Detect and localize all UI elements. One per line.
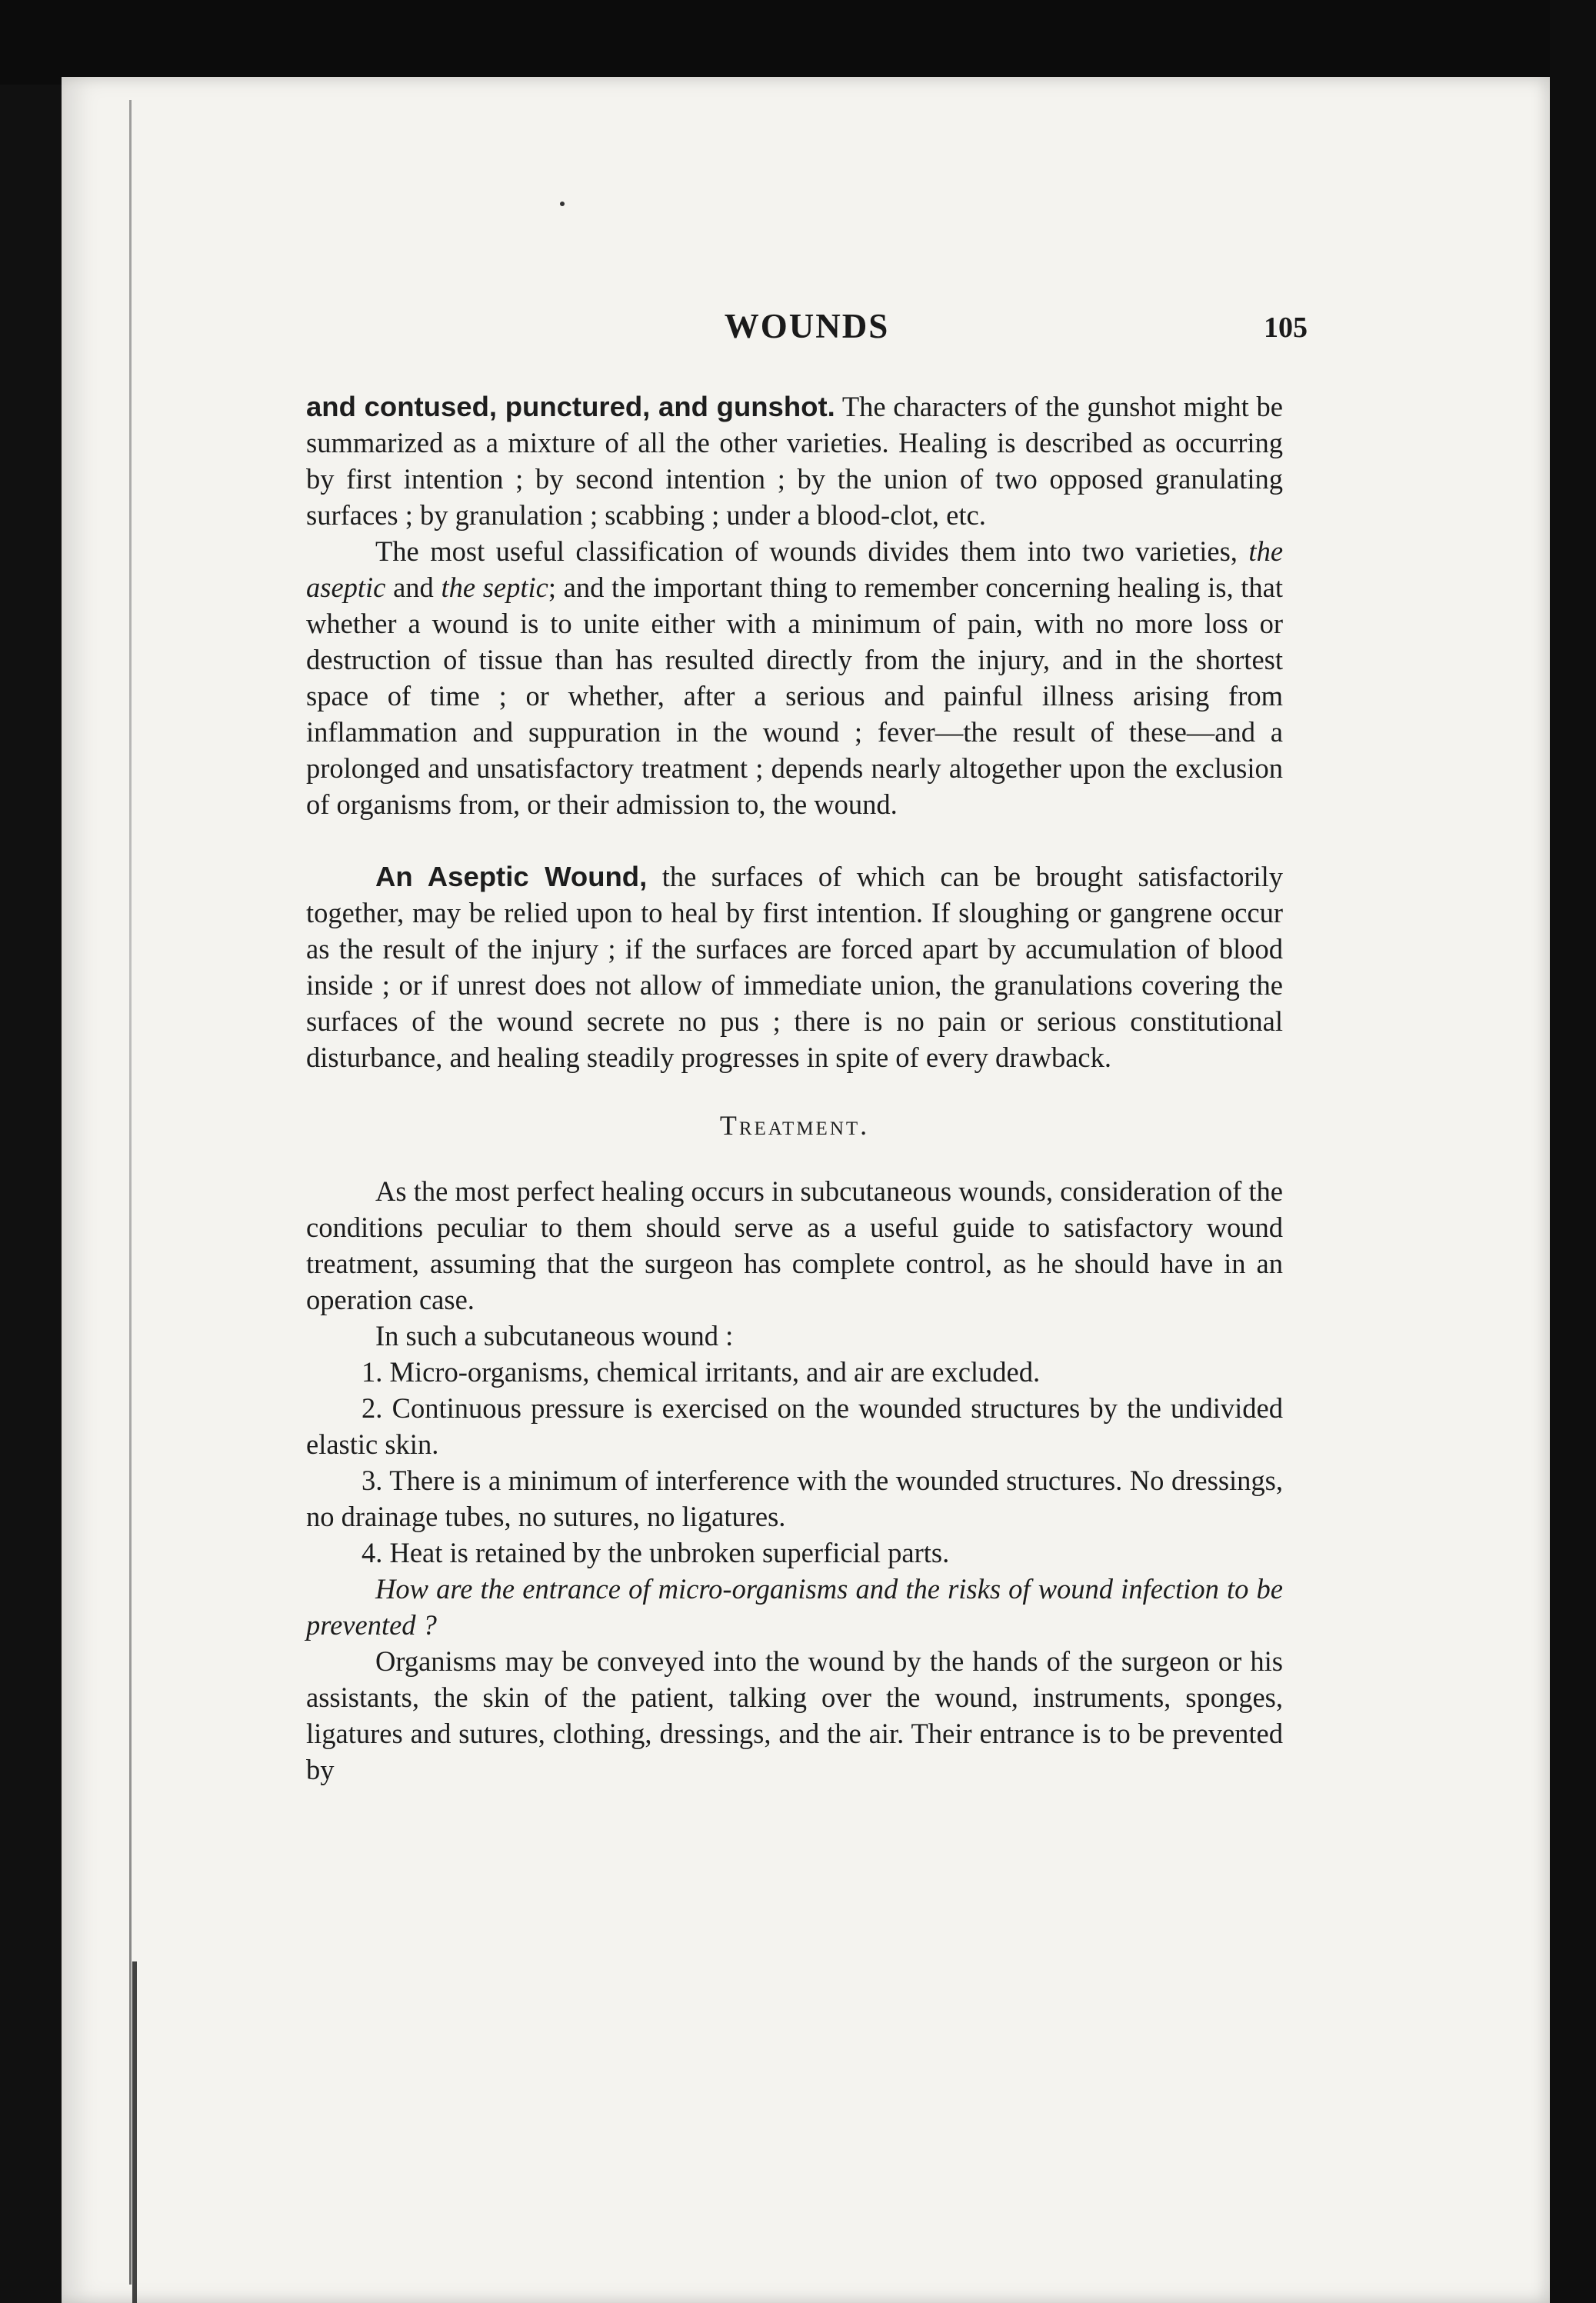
scan-border-top bbox=[0, 0, 1596, 85]
paragraph-5: In such a subcutaneous wound : bbox=[375, 1320, 734, 1351]
page-gutter-line bbox=[129, 100, 132, 2285]
page-number: 105 bbox=[1264, 312, 1308, 344]
body-text bbox=[306, 388, 1283, 1788]
section-heading: Treatment. bbox=[719, 1110, 870, 1141]
page-gutter-shadow bbox=[132, 1961, 137, 2303]
paragraph-2-start: The most useful classification of wounds divides them into two varieties, bbox=[375, 535, 1238, 567]
scan-border-right bbox=[1550, 0, 1596, 2303]
list-item: 3. There is a minimum of interference with the wounded structures. No dressings, no drainage tubes, no sutures, no ligatures. bbox=[306, 1465, 1283, 1532]
ink-speck bbox=[560, 202, 565, 206]
paragraph-3-text: the surfaces of which can be brought satisfactorily together, may be relied upon to heal by first intention. If sloughing or gangrene occur as the result of the injury ; if the surfaces are forced apart by accumulation of blood inside ; or if unrest does not allow of immediate union, the granulations covering the surfaces of the wound secrete no pus ; there is no pain or serious constitutional disturbance, and healing steadily progresses in spite of every drawback. bbox=[306, 861, 1284, 1073]
paragraph-4: As the most perfect healing occurs in subcutaneous wounds, consideration of the conditions peculiar to them should serve as a useful guide to satisfactory wound treatment, assuming that the surgeon has complete control, as he should have in an operation case. bbox=[306, 1175, 1283, 1315]
list-item: 4. Heat is retained by the unbroken superficial parts. bbox=[362, 1537, 950, 1568]
paragraph-6: Organisms may be conveyed into the wound by the hands of the surgeon or his assistants, the skin of the patient, talking over the wound, instruments, sponges, ligatures and sutures, clothing, dressings, and the air. Their entrance is to be prevented by bbox=[306, 1645, 1283, 1785]
question bbox=[306, 1571, 1283, 1643]
paragraph-1-text: The characters of the gunshot might be summarized as a mixture of all the other varieties. Healing is described as occurring by first intention ; by second intention ; by the union of two opposed granulating surfaces ; by granulation ; scabbing ; under a blood-clot, etc. bbox=[306, 391, 1283, 531]
paragraph-3-lead: An Aseptic Wound, bbox=[375, 861, 648, 892]
term-septic: the septic bbox=[441, 572, 548, 603]
paragraph-2 bbox=[306, 533, 1283, 822]
paragraph-2-and: and bbox=[393, 572, 434, 603]
page-header bbox=[306, 306, 1308, 360]
term-aseptic: the aseptic bbox=[306, 535, 1284, 603]
paragraph-3 bbox=[306, 858, 1283, 1075]
paragraph-2-rest: ; and the important thing to remember concerning healing is, that whether a wound is to unite either with a minimum of pain, with no more loss or destruction of tissue than has resulted directly from the injury, and in the shortest space of time ; or whether, after a serious and painful illness arising from inflammation and suppuration in the wound ; fever—the result of these—and a prolonged and unsatisfactory treatment ; depends nearly altogether upon the exclusion of organisms from, or their admission to, the wound. bbox=[306, 572, 1284, 820]
paragraph-1-lead: and contused, punctured, and gunshot. bbox=[306, 391, 835, 422]
question-text: How are the entrance of micro-organisms and the risks of wound infection to be prevented ? bbox=[306, 1573, 1283, 1641]
list-item: 1. Micro-organisms, chemical irritants, and air are excluded. bbox=[362, 1356, 1041, 1388]
list-item: 2. Continuous pressure is exercised on the wounded structures by the undivided elastic skin. bbox=[306, 1392, 1283, 1460]
paragraph-1 bbox=[306, 388, 1283, 533]
running-title: WOUNDS bbox=[724, 307, 890, 345]
